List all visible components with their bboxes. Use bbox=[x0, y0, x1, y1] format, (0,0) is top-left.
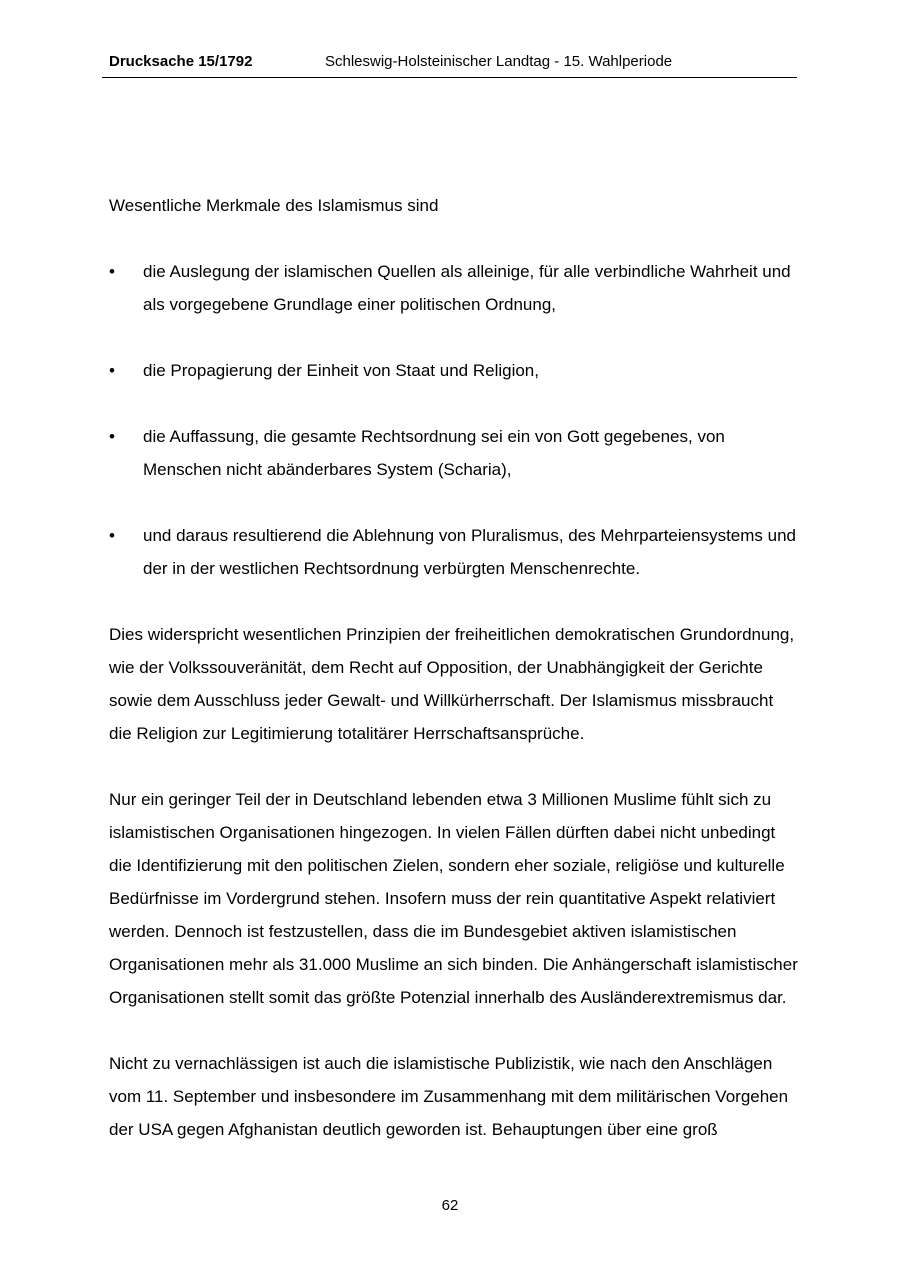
page-content bbox=[109, 189, 799, 1179]
bullet-icon: • bbox=[109, 427, 115, 446]
list-item-text: die Auffassung, die gesamte Rechtsordnung sei ein von Gott gegebenes, von Menschen nicht abänderbares System (Scharia), bbox=[143, 427, 725, 479]
list-item bbox=[109, 519, 799, 585]
page-header bbox=[102, 50, 797, 78]
paragraph: Nur ein geringer Teil der in Deutschland lebenden etwa 3 Millionen Muslime fühlt sich zu islamistischen Organisationen hingezogen. In vielen Fällen dürften dabei nicht unbedingt die Identifizierung mit den politischen Zielen, sondern eher soziale, religiöse und kulturelle Bedürfnisse im Vordergrund stehen. Insofern muss der rein quantitative Aspekt relativiert werden. Dennoch ist festzustellen, dass die im Bundesgebiet aktiven islamistischen Organisationen mehr als 31.000 Muslime an sich binden. Die Anhängerschaft islamistischer Organisationen stellt somit das größte Potenzial innerhalb des Ausländerextremismus dar. bbox=[109, 790, 798, 1007]
bullet-icon: • bbox=[109, 526, 115, 545]
list-item-text: die Propagierung der Einheit von Staat und Religion, bbox=[143, 361, 539, 380]
list-item-text: und daraus resultierend die Ablehnung von Pluralismus, des Mehrparteiensystems und der in der westlichen Rechtsordnung verbürgten Menschenrechte. bbox=[143, 526, 796, 578]
bullet-icon: • bbox=[109, 262, 115, 281]
header-title: Schleswig-Holsteinischer Landtag - 15. Wahlperiode bbox=[325, 53, 673, 70]
list-item bbox=[109, 354, 799, 387]
bullet-list bbox=[109, 255, 799, 585]
paragraph: Dies widerspricht wesentlichen Prinzipien der freiheitlichen demokratischen Grundordnung, wie der Volkssouveränität, dem Recht auf Opposition, der Unabhängigkeit der Gerichte sowie dem Ausschluss jeder Gewalt- und Willkürherrschaft. Der Islamismus missbraucht die Religion zur Legitimierung totalitärer Herrschaftsansprüche. bbox=[109, 625, 795, 743]
page-number: 62 bbox=[441, 1197, 459, 1214]
document-number: Drucksache 15/1792 bbox=[109, 53, 253, 70]
list-item bbox=[109, 255, 799, 321]
list-item-text: die Auslegung der islamischen Quellen als alleinige, für alle verbindliche Wahrheit und als vorgegebene Grundlage einer politischen Ordnung, bbox=[143, 262, 791, 314]
paragraph: Nicht zu vernachlässigen ist auch die islamistische Publizistik, wie nach den Anschlägen vom 11. September und insbesondere im Zusammenhang mit dem militärischen Vorgehen der USA gegen Afghanistan deutlich geworden ist. Behauptungen über eine groß bbox=[109, 1054, 789, 1139]
bullet-icon: • bbox=[109, 361, 115, 380]
list-item bbox=[109, 420, 799, 486]
intro-text: Wesentliche Merkmale des Islamismus sind bbox=[109, 196, 439, 215]
